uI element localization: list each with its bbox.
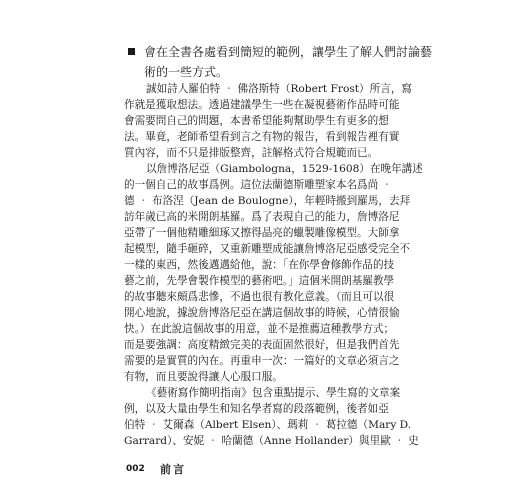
- paragraph-2-line: 的一個自己的故事爲例。這位法蘭德斯雕塑家本名爲尚 ‧: [124, 179, 393, 191]
- paragraph-2-line: 德 ‧ 布洛涅（Jean de Boulogne），年輕時搬到羅馬，去拜: [124, 195, 411, 207]
- paragraph-3-line: 《藝術寫作簡明指南》包含重點提示、學生寫的文章案: [146, 387, 401, 399]
- paragraph-2-line: 亞帶了一個他精雕細琢又擦得晶亮的蠟製雕像模型。大師拿: [124, 227, 400, 239]
- paragraph-2-line: 開心地說，據說詹博洛尼亞在講這個故事的時候，心情很愉: [124, 307, 400, 319]
- paragraph-2-line: 需要的是實質的內在。再重申一次：一篇好的文章必須言之: [124, 355, 400, 367]
- paragraph-1-line: 作就是獲取想法。透過建議學生一些在凝視藝術作品時可能: [124, 99, 400, 111]
- paragraph-2-line: 快。）在此說這個故事的用意，並不是推薦這種教學方式；: [124, 323, 395, 335]
- paragraph-3-line: 例，以及大量由學生和知名學者寫的段落範例，後者如亞: [124, 403, 389, 415]
- paragraph-1-line: 誠如詩人羅伯特 ‧ 佛洛斯特（Robert Frost）所言，寫: [146, 83, 413, 95]
- bullet-square-icon: [128, 48, 135, 55]
- paragraph-2-line: 而是要強調：高度精緻完美的表面固然很好，但是我們首先: [124, 339, 400, 351]
- paragraph-2-line: 以詹博洛尼亞（Giambologna，1529-1608）在晚年講述: [146, 163, 423, 175]
- bullet-text-line: 術的一些方式。: [144, 65, 229, 79]
- paragraph-1-line: 會需要問自己的問題，本書希望能夠幫助學生有更多的想: [124, 115, 389, 127]
- section-title: 前言: [160, 463, 186, 476]
- paragraph-2-line: 的故事聽來頗爲悲慘，不過也很有教化意義。（而且可以很: [124, 291, 395, 303]
- page-number: 002: [126, 464, 145, 474]
- paragraph-2-line: 起模型，隨手砸碎，又重新雕塑成能讓詹博洛尼亞感受完全不: [124, 243, 411, 255]
- paragraph-1-line: 法。畢竟，老師希望看到言之有物的報告，看到報告裡有實: [124, 131, 400, 143]
- paragraph-2-line: 藝之前，先學會製作模型的藝術吧。」這個米開朗基羅教學: [124, 275, 395, 287]
- paragraph-2-line: 有物，而且要說得讓人心服口服。: [124, 371, 283, 383]
- bullet-text-line: 會在全書各處看到簡短的範例，讓學生了解人們討論藝: [144, 45, 433, 59]
- paragraph-2-line: 一樣的東西，然後邁邁給他，說：「在你學會修飾作品的技: [124, 259, 395, 271]
- paragraph-3-line: Garrard）、安妮 ‧ 哈蘭德（Anne Hollander）與里歐 ‧ 史: [124, 435, 419, 447]
- paragraph-2-line: 訪年歲已高的米開朗基羅。爲了表現自己的能力，詹博洛尼: [124, 211, 400, 223]
- paragraph-3-line: 伯特 ‧ 艾爾森（Albert Elsen）、瑪莉 ‧ 葛拉德（Mary D.: [124, 419, 412, 431]
- paragraph-1-line: 質內容，而不只是排版整齊，註解格式符合規範而已。: [124, 147, 379, 159]
